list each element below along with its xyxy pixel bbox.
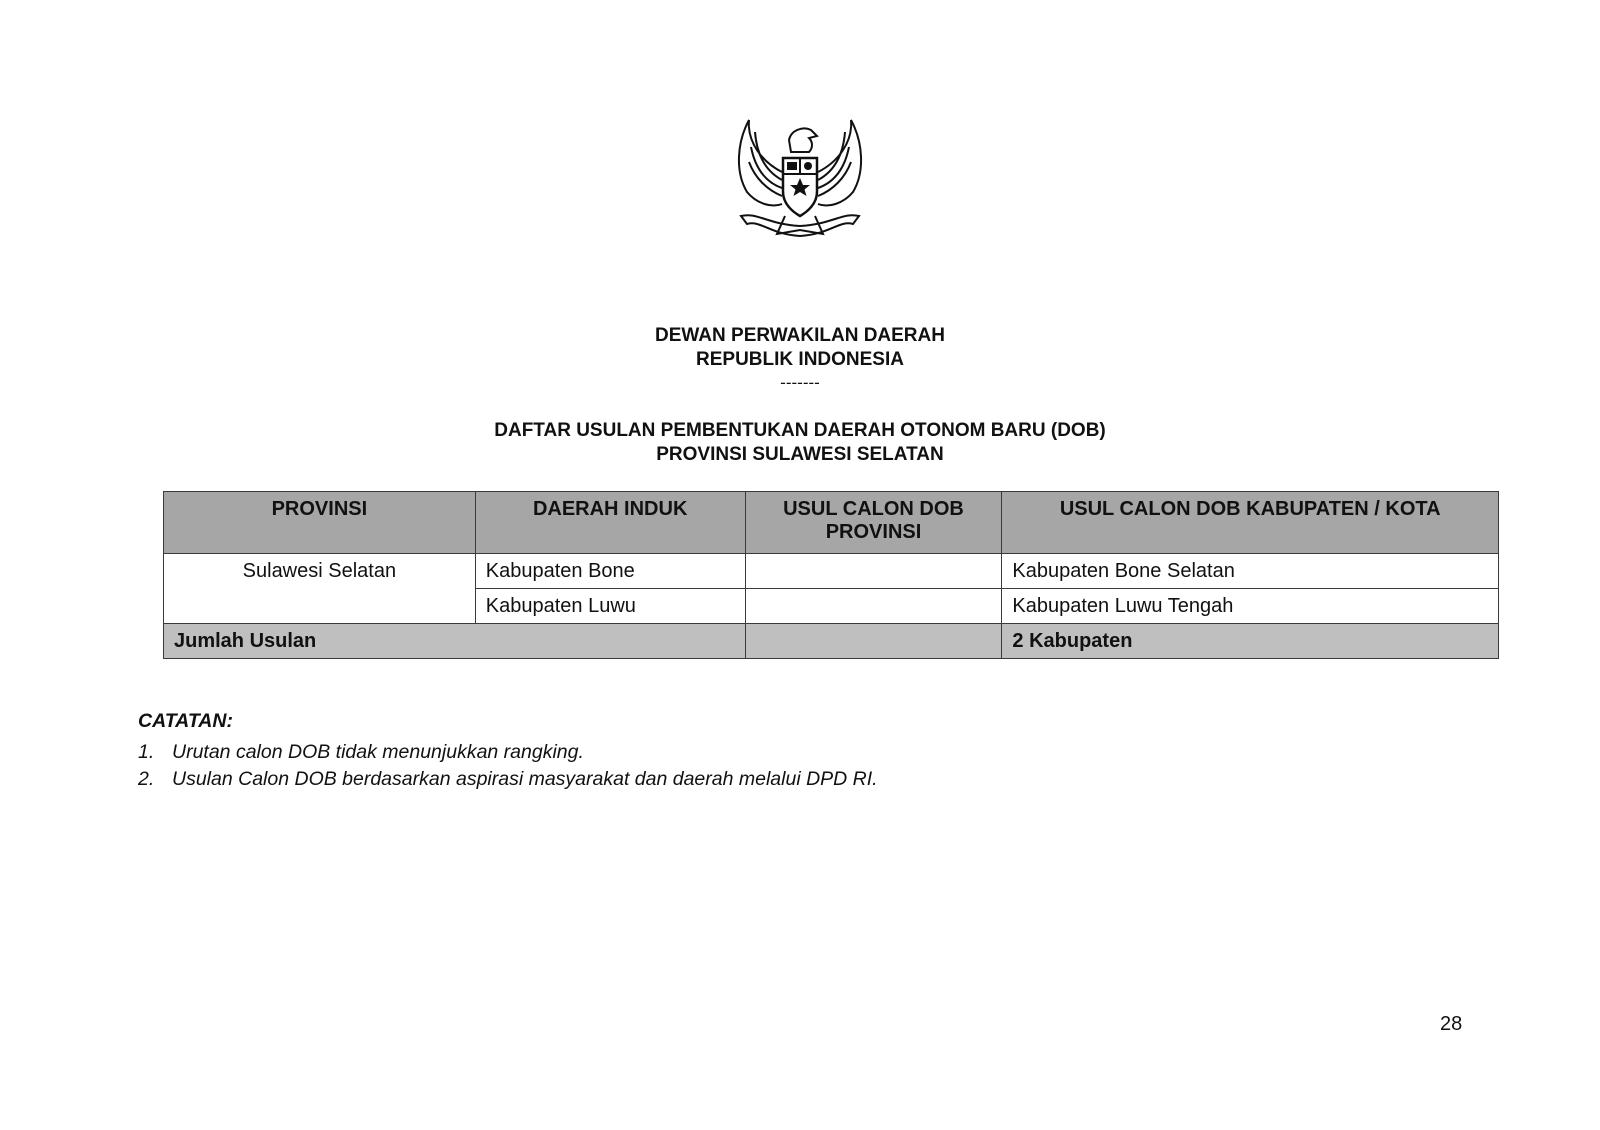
column-header-daerah-induk: DAERAH INDUK [475, 492, 745, 554]
notes-section [138, 710, 878, 793]
document-title-line-2: PROVINSI SULAWESI SELATAN [656, 444, 944, 465]
institution-name: DEWAN PERWAKILAN DAERAH [655, 325, 945, 346]
daerah-induk-cell: Kabupaten Bone [475, 554, 745, 589]
column-header-calon-dob-kabupaten-kota: USUL CALON DOB KABUPATEN / KOTA [1002, 492, 1499, 554]
table-row [164, 554, 1499, 589]
total-row [164, 624, 1499, 659]
note-text: Urutan calon DOB tidak menunjukkan rangking. [172, 741, 584, 763]
document-title [0, 419, 1600, 467]
total-label: Jumlah Usulan [164, 624, 746, 659]
garuda-pancasila-emblem-icon [727, 112, 873, 252]
calon-kabupaten-kota-cell: Kabupaten Bone Selatan [1002, 554, 1499, 589]
total-provinsi [745, 624, 1002, 659]
column-header-calon-dob-provinsi: USUL CALON DOB PROVINSI [745, 492, 1002, 554]
header-divider: ------- [780, 373, 820, 392]
note-number: 2. [138, 768, 155, 790]
note-item [138, 766, 878, 793]
note-text: Usulan Calon DOB berdasarkan aspirasi masyarakat dan daerah melalui DPD RI. [172, 768, 878, 790]
institution-country: REPUBLIK INDONESIA [696, 349, 904, 370]
document-title-line-1: DAFTAR USULAN PEMBENTUKAN DAERAH OTONOM BARU (DOB) [494, 420, 1106, 441]
province-cell: Sulawesi Selatan [164, 554, 476, 624]
note-item [138, 739, 878, 766]
page-number: 28 [1440, 1013, 1463, 1035]
total-kabupaten-kota: 2 Kabupaten [1002, 624, 1499, 659]
note-number: 1. [138, 741, 155, 763]
calon-kabupaten-kota-cell: Kabupaten Luwu Tengah [1002, 589, 1499, 624]
dob-proposal-table [163, 491, 1499, 659]
notes-list [138, 739, 878, 793]
calon-provinsi-cell [745, 554, 1002, 589]
institution-header [0, 324, 1600, 394]
calon-provinsi-cell [745, 589, 1002, 624]
daerah-induk-cell: Kabupaten Luwu [475, 589, 745, 624]
notes-heading: CATATAN: [138, 710, 233, 732]
table-header-row [164, 492, 1499, 554]
column-header-provinsi: PROVINSI [164, 492, 476, 554]
